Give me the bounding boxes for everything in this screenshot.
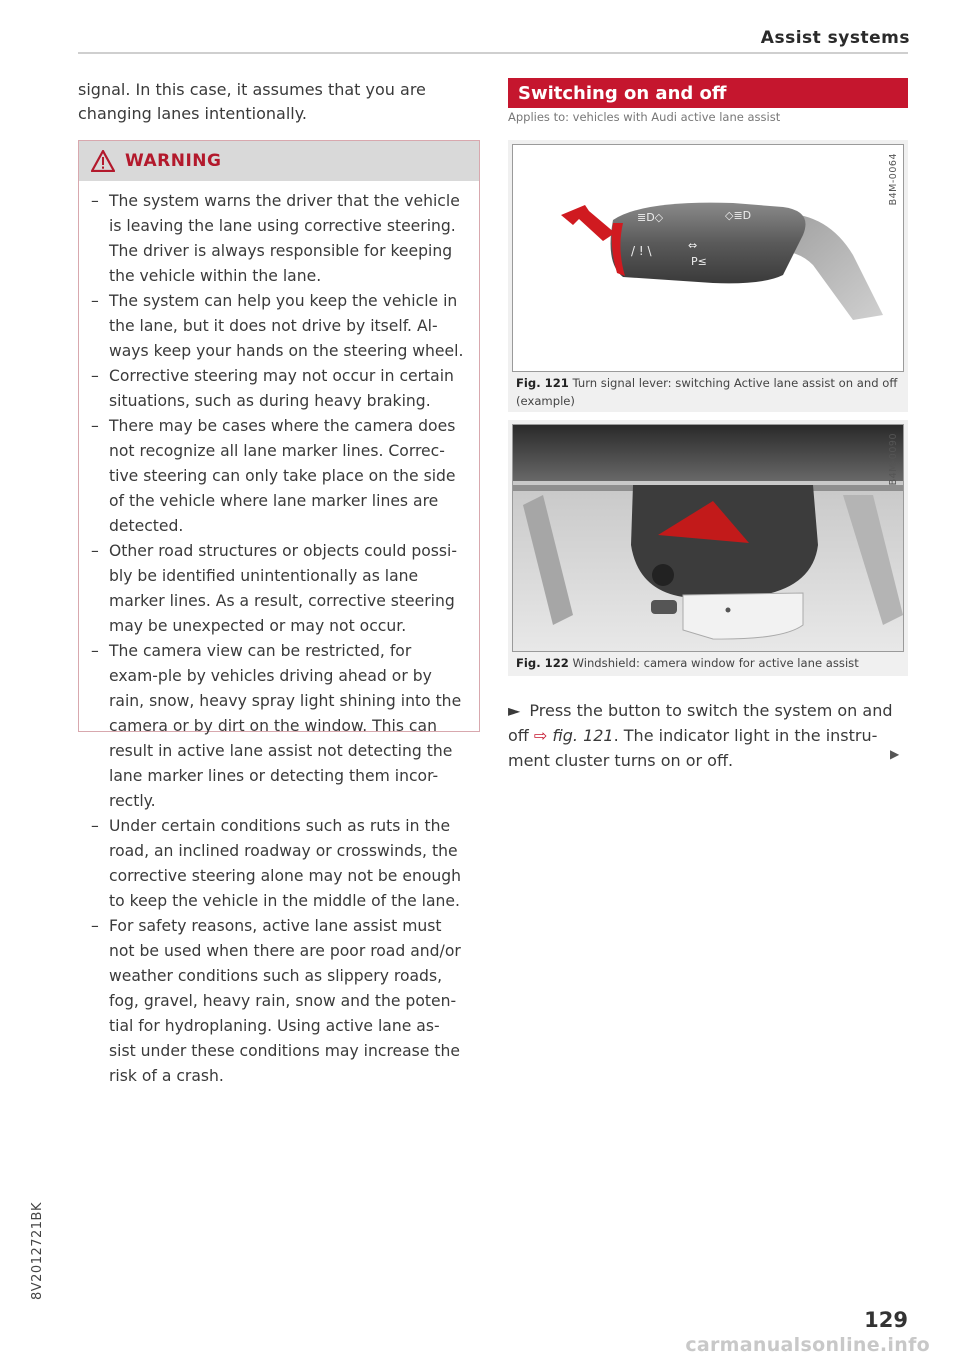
header-title: Assist systems <box>760 28 910 48</box>
svg-text:◇≣D: ◇≣D <box>725 209 752 222</box>
continued-arrow-icon: ▶ <box>890 747 900 761</box>
figure-122 <box>508 420 908 676</box>
figure-121-caption <box>516 374 900 410</box>
warning-item: – The camera view can be restricted, for exam-ple by vehicles driving ahead or by rain, snow, heavy spray light shining into the camera or by dirt on the window. This can result in active lane assist not detecting the lane marker lines or detecting them incor-rectly. <box>87 639 465 814</box>
warning-box <box>78 140 480 1085</box>
step-text-a: Press the button to switch the system on and off <box>508 701 893 745</box>
svg-text:⇔: ⇔ <box>688 239 698 252</box>
warning-item: – Other road structures or objects could possi-bly be identified unintentionally as lane marker lines. As a result, corrective steering may be unexpected or may not occur. <box>87 539 465 639</box>
figure-122-label: Fig. 122 <box>516 656 569 670</box>
figure-121-text: Turn signal lever: switching Active lane assist on and off (example) <box>516 376 898 408</box>
figure-121-code: B4M-0064 <box>888 153 899 206</box>
figure-122-text: Windshield: camera window for active lane assist <box>572 656 859 670</box>
figure-ref-arrow-icon: ⇨ <box>533 726 548 745</box>
warning-triangle-icon <box>91 150 115 172</box>
figure-122-caption <box>516 654 908 672</box>
warning-item: – Under certain conditions such as ruts in the road, an inclined roadway or crosswinds, the corrective steering alone may not be enough to keep the vehicle in the middle of the lane. <box>87 814 465 914</box>
applies-to-note: Applies to: vehicles with Audi active lane assist <box>508 110 781 124</box>
windshield-camera-illustration <box>513 425 903 651</box>
svg-text:/ ! \: / ! \ <box>631 244 652 258</box>
document-code: 8V2012721BK <box>30 1201 45 1300</box>
figure-122-image <box>512 424 904 652</box>
warning-item: – Corrective steering may not occur in certain situations, such as during heavy braking. <box>87 364 465 414</box>
warning-item: – The system can help you keep the vehicle in the lane, but it does not drive by itself. Al-ways keep your hands on the steering wheel. <box>87 289 465 364</box>
warning-item: – The system warns the driver that the vehicle is leaving the lane using corrective steering. The driver is always responsible for keeping the vehicle within the lane. <box>87 189 465 289</box>
header-rule <box>78 52 908 54</box>
watermark: carmanualsonline.info <box>685 1334 930 1356</box>
figure-reference-link[interactable]: fig. 121 <box>552 726 614 745</box>
warning-list <box>79 181 479 1089</box>
figure-121-image <box>512 144 904 372</box>
figure-122-code: B4M-0090 <box>888 433 899 486</box>
page-number: 129 <box>864 1308 908 1332</box>
warning-item: – There may be cases where the camera does not recognize all lane marker lines. Correc-tive steering can only take place on the side of the vehicle where lane marker lines are detected. <box>87 414 465 539</box>
warning-header <box>79 141 479 181</box>
section-title: Switching on and off <box>508 78 908 108</box>
warning-item: – For safety reasons, active lane assist must not be used when there are poor road and/or weather conditions such as slippery roads, fog, gravel, heavy rain, snow and the poten-tial for hydroplaning. Using active lane as-sist under these conditions may increase the risk of a crash. <box>87 914 465 1089</box>
step-text-b: . The indicator light in the instru-ment cluster turns on or off. <box>508 726 878 770</box>
step-bullet-icon: ► <box>508 701 521 720</box>
figure-121-label: Fig. 121 <box>516 376 569 390</box>
svg-text:P≤: P≤ <box>691 255 707 268</box>
svg-text:≣D◇: ≣D◇ <box>637 211 664 224</box>
figure-121 <box>508 140 908 412</box>
intro-paragraph: signal. In this case, it assumes that you are changing lanes intentionally. <box>78 80 426 123</box>
instruction-step <box>508 698 903 773</box>
turn-signal-lever-illustration <box>513 145 903 371</box>
warning-title: WARNING <box>125 151 222 171</box>
